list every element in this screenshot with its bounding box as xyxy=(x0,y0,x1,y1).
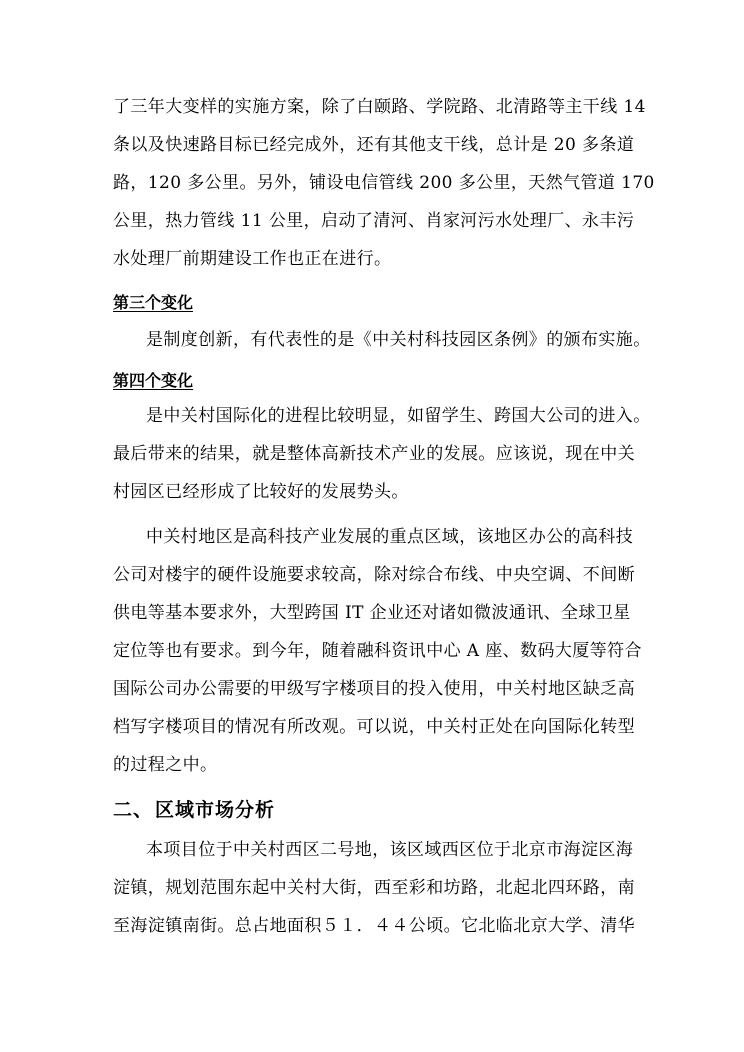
paragraph-4-line-1: 中关村地区是高科技产业发展的重点区域，该地区办公的高科技 xyxy=(146,527,634,547)
section-title: 区域市场分析 xyxy=(155,799,276,821)
paragraph-3-line-2: 最后带来的结果，就是整体高新技术产业的发展。应该说，现在中关 xyxy=(113,444,635,464)
paragraph-1-line-2: 条以及快速路目标已经完成外，还有其他支干线，总计是 20 多条道 xyxy=(113,135,635,155)
paragraph-3-line-3: 村园区已经形成了比较好的发展势头。 xyxy=(113,482,409,502)
paragraph-5-line-3: 至海淀镇南街。总占地面积５１．４４公顷。它北临北京大学、清华 xyxy=(113,916,635,936)
paragraph-1-line-3: 路，120 多公里。另外，铺设电信管线 200 多公里，天然气管道 170 xyxy=(113,173,655,193)
paragraph-2-line-1: 是制度创新，有代表性的是《中关村科技园区条例》的颁布实施。 xyxy=(146,330,651,350)
paragraph-4-line-5: 国际公司办公需要的甲级写字楼项目的投入使用，中关村地区缺乏高 xyxy=(113,679,635,699)
paragraph-4-line-4: 定位等也有要求。到今年，随着融科资讯中心 A 座、数码大厦等符合 xyxy=(113,641,642,661)
heading-fourth-change: 第四个变化 xyxy=(113,371,194,390)
paragraph-4-line-7: 的过程之中。 xyxy=(113,755,218,775)
paragraph-4-line-3: 供电等基本要求外，大型跨国 IT 企业还对诸如微波通讯、全球卫星 xyxy=(113,603,631,623)
paragraph-4-line-2: 公司对楼宇的硬件设施要求较高，除对综合布线、中央空调、不间断 xyxy=(113,565,635,585)
paragraph-3-line-1: 是中关村国际化的进程比较明显，如留学生、跨国大公司的进入。 xyxy=(146,406,651,426)
section-heading xyxy=(113,797,275,823)
paragraph-5-line-1: 本项目位于中关村西区二号地，该区域西区位于北京市海淀区海 xyxy=(146,840,634,860)
paragraph-1-line-5: 水处理厂前期建设工作也正在进行。 xyxy=(113,249,392,269)
paragraph-5-line-2: 淀镇，规划范围东起中关村大街，西至彩和坊路，北起北四环路，南 xyxy=(113,878,635,898)
heading-third-change: 第三个变化 xyxy=(113,293,194,312)
section-number: 二、 xyxy=(113,799,154,821)
paragraph-1-line-4: 公里，热力管线 11 公里，启动了清河、肖家河污水处理厂、永丰污 xyxy=(113,211,635,231)
paragraph-1-line-1: 了三年大变样的实施方案，除了白颐路、学院路、北清路等主干线 14 xyxy=(113,97,646,117)
paragraph-4-line-6: 档写字楼项目的情况有所改观。可以说，中关村正处在向国际化转型 xyxy=(113,717,635,737)
